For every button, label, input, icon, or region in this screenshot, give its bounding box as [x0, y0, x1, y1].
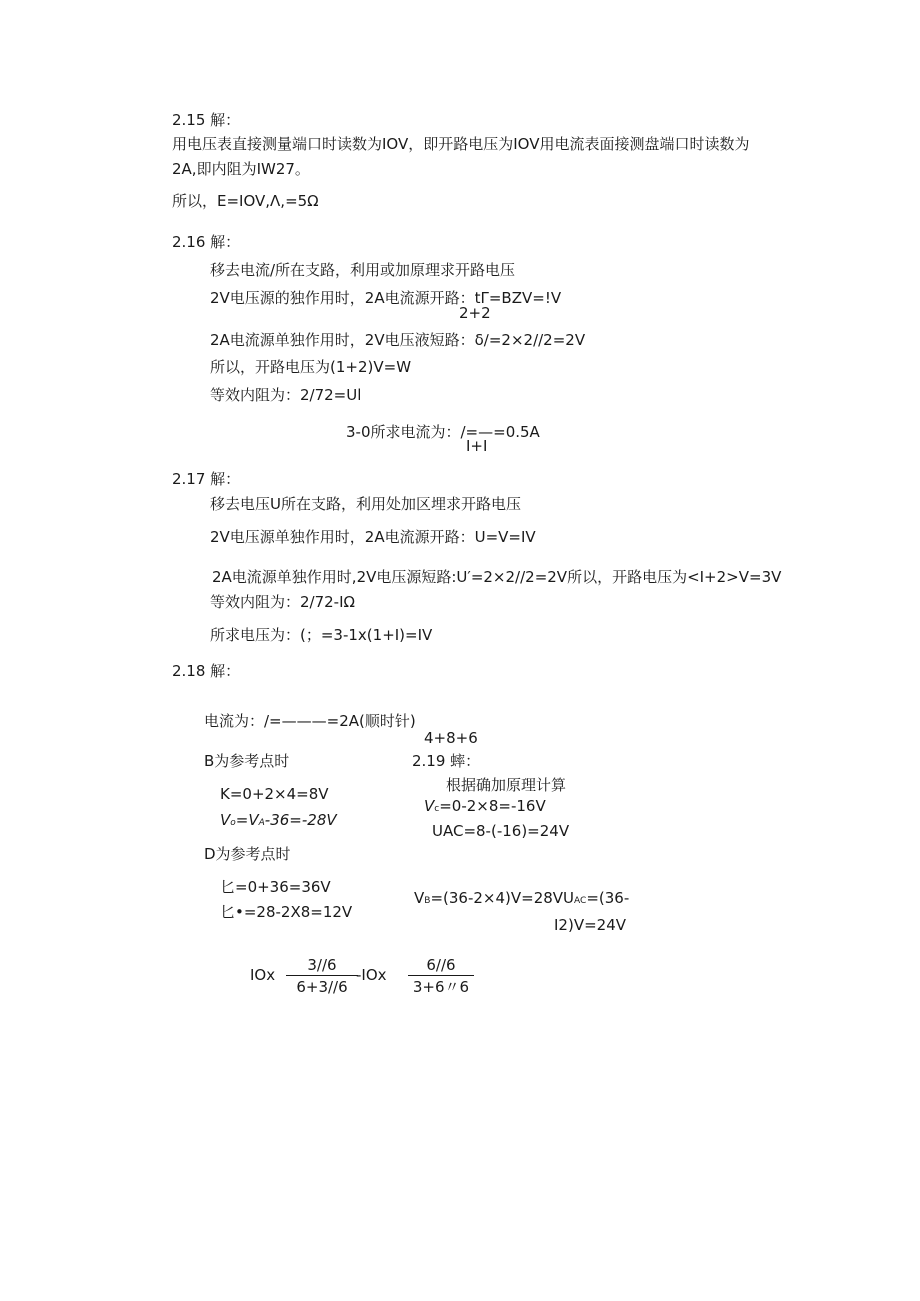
- text-2-19-line3: UAC=8-(-16)=24V: [432, 822, 570, 840]
- text-2-18-b-eq2: Vo=VA-36=-28V: [220, 811, 337, 829]
- text-2-18-b-ref: B为参考点时: [204, 752, 290, 770]
- text-2-17-line2: 2V电压源单独作用时，2A电流源开路：U=V=IV: [210, 528, 536, 546]
- text-2-18-d-eq1: 匕=0+36=36V: [220, 878, 331, 896]
- heading-2-16: 2.16 解：: [172, 233, 241, 251]
- text-2-19-line5: I2)V=24V: [554, 916, 626, 934]
- heading-2-17: 2.17 解：: [172, 470, 241, 488]
- heading-2-19: 2.19 蟀：: [412, 752, 481, 770]
- formula-fraction-2: [408, 956, 474, 996]
- text-2-16-line1: 移去电流/所在支路，利用或加原理求开路电压: [210, 261, 516, 279]
- text-2-16-line2: 2V电压源的独作用时，2A电流源开路：tΓ=BZV=!V: [210, 289, 562, 307]
- text-2-18-b-eq1: K=0+2×4=8V: [220, 785, 329, 803]
- formula-fraction-2-numerator: 6//6: [408, 956, 474, 976]
- formula-fraction-1: [286, 956, 358, 996]
- text-2-18-d-ref: D为参考点时: [204, 845, 291, 863]
- heading-2-18: 2.18 解：: [172, 662, 241, 680]
- formula-fraction-1-denominator: 6+3//6: [296, 978, 348, 996]
- text-2-19-line2: Vc=0-2×8=-16V: [424, 797, 546, 815]
- text-2-17-line5: 所求电压为：(；=3-1x(1+I)=IV: [210, 626, 433, 644]
- text-2-17-line3: 2A电流源单独作用时,2V电压源短路:U′=2×2//2=2V所以，开路电压为<I+2>V=3V: [212, 568, 782, 586]
- text-2-15-line2: 2A,即内阻为IW27。: [172, 160, 310, 178]
- text-2-18-current-denominator: 4+8+6: [424, 729, 478, 747]
- text-2-17-line4: 等效内阻为：2/72-IΩ: [210, 593, 355, 611]
- text-2-16-line5: 等效内阻为：2/72=Ul: [210, 386, 362, 404]
- text-2-16-line6-denominator: I+I: [466, 437, 488, 455]
- text-2-15-line1: 用电压表直接测量端口时读数为IOV，即开路电压为IOV用电流表面接测盘端口时读数为: [172, 135, 750, 153]
- text-2-16-line3: 2A电流源单独作用时，2V电压液短路：δ∕=2×2//2=2V: [210, 331, 586, 349]
- text-2-18-d-eq2: 匕•=28-2X8=12V: [220, 903, 353, 921]
- text-2-16-line2-denominator: 2+2: [459, 304, 491, 322]
- formula-fraction-2-denominator: 3+6〃6: [412, 978, 470, 996]
- text-2-18-current: 电流为：/=———=2A(顺时针): [204, 712, 416, 730]
- text-2-19-line4: VB=(36-2×4)V=28VUAC=(36-: [414, 889, 630, 907]
- formula-mid: -IOx: [356, 966, 387, 984]
- text-2-17-line1: 移去电压U所在支路，利用处加区埋求开路电压: [210, 495, 521, 513]
- heading-2-15: 2.15 解：: [172, 111, 241, 129]
- text-2-19-line1: 根据确加原理计算: [446, 776, 567, 794]
- text-2-16-line4: 所以，开路电压为(1+2)V=W: [210, 358, 412, 376]
- text-2-16-line6: 3-0所求电流为：/=—=0.5A: [346, 423, 540, 441]
- formula-lead: IOx: [250, 966, 276, 984]
- formula-fraction-1-numerator: 3//6: [286, 956, 358, 976]
- text-2-15-line3: 所以，E=IOV,Λ,=5Ω: [172, 192, 319, 210]
